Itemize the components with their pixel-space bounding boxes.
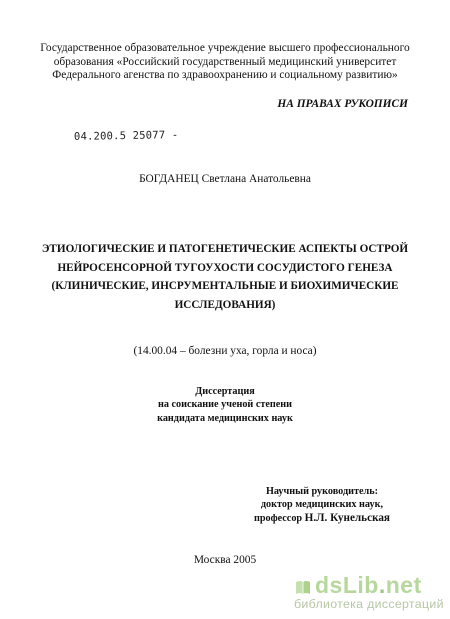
book-leaf-icon bbox=[294, 578, 312, 596]
author-name: БОГДАНЕЦ Светлана Анатольевна bbox=[139, 173, 311, 185]
degree-line: на соискание ученой степени bbox=[157, 399, 293, 411]
watermark-logo-dot: . bbox=[378, 572, 386, 598]
title-line: (КЛИНИЧЕСКИЕ, ИНСРУМЕНТАЛЬНЫЕ И БИОХИМИЧЕСКИЕ bbox=[51, 280, 399, 293]
degree-line: Диссертация bbox=[195, 386, 255, 397]
advisor-prefix: профессор bbox=[253, 512, 303, 524]
advisor-title: доктор медицинских наук, bbox=[260, 499, 384, 511]
title-line: НЕЙРОСЕНСОРНОЙ ТУГОУХОСТИ СОСУДИСТОГО ГЕНЕЗА bbox=[57, 261, 393, 274]
dslib-watermark bbox=[294, 572, 444, 611]
watermark-logo-row bbox=[294, 572, 444, 599]
institution-line: Федерального агенства по здравоохранению и социальному развитию» bbox=[52, 69, 398, 82]
stamp-number: 04.200.5 25077 - bbox=[73, 129, 179, 143]
institution-line: Государственное образовательное учреждение высшего профессионального bbox=[40, 42, 410, 54]
advisor-block bbox=[254, 485, 390, 525]
dissertation-title bbox=[0, 240, 450, 314]
degree-line: кандидата медицинских наук bbox=[157, 412, 293, 424]
watermark-logo-tld: net bbox=[385, 572, 422, 598]
watermark-logo-main: dsLib bbox=[315, 572, 379, 598]
rights-note: НА ПРАВАХ РУКОПИСИ bbox=[277, 98, 408, 110]
advisor-name: Н.Л. Кунельская bbox=[304, 511, 390, 524]
watermark-subtitle: библиотека диссертаций bbox=[294, 597, 444, 611]
title-line: ЭТИОЛОГИЧЕСКИЕ И ПАТОГЕНЕТИЧЕСКИЕ АСПЕКТЫ ОСТРОЙ bbox=[41, 243, 409, 255]
institution-line: образования «Российский государственный медицинский университет bbox=[53, 55, 397, 68]
advisor-heading: Научный руководитель: bbox=[265, 486, 378, 497]
specialty-code: (14.00.04 – болезни уха, горла и носа) bbox=[133, 345, 317, 357]
city-year: Москва 2005 bbox=[193, 554, 257, 566]
watermark-logo bbox=[315, 572, 422, 599]
title-line: ИССЛЕДОВАНИЯ) bbox=[174, 298, 276, 311]
advisor-name-line bbox=[254, 512, 390, 525]
institution-block bbox=[0, 42, 450, 83]
degree-block bbox=[0, 385, 450, 425]
